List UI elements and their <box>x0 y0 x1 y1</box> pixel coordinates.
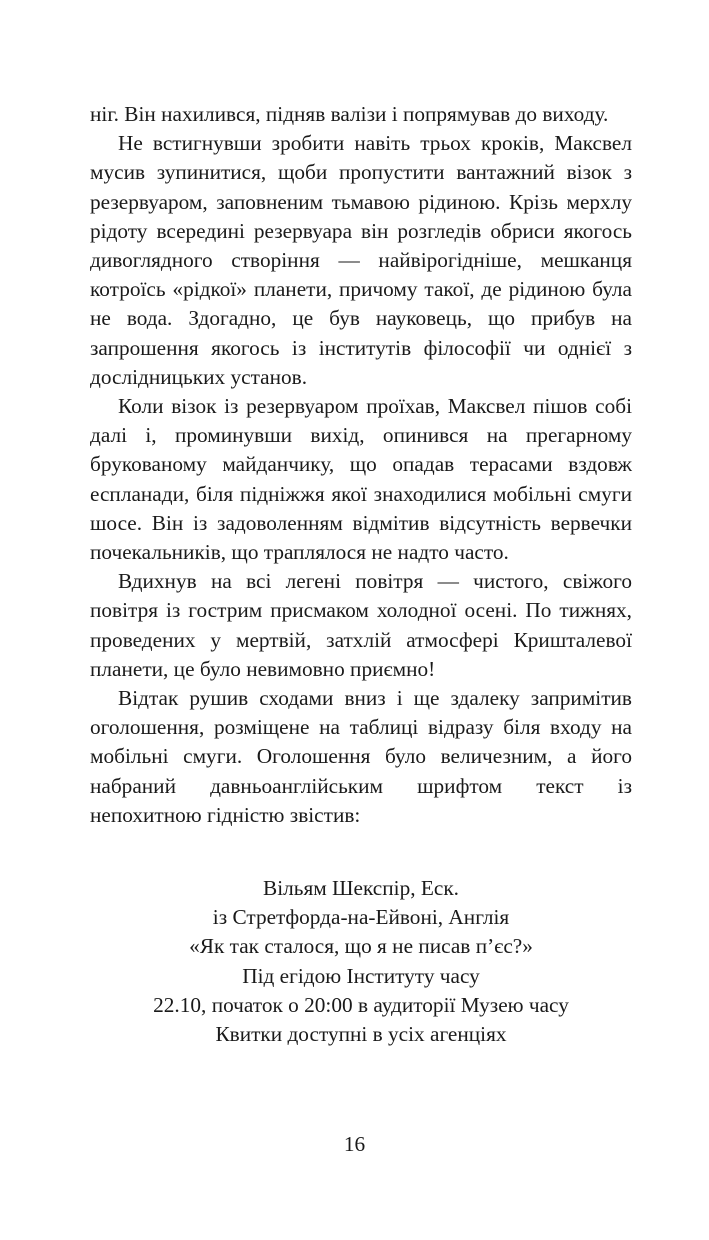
notice-speaker: Вільям Шекспір, Еск. <box>262 876 459 901</box>
paragraph-fresh-air: Вдихнув на всі легені повітря — чистого, свіжого повітря із гострим присмаком холодної осені. По тижнях, проведених у мертвій, затхлій атмосфері Кришталевої планети, це було невимовно приємно! <box>90 569 632 681</box>
paragraph-cargo-cart: Не встигнувши зробити навіть трьох кроків, Максвел мусив зупинитися, щоби пропустити вантажний візок з резервуаром, заповненим тьмавою рідиною. Крізь мерхлу рідоту всередині резервуара він розгледів обриси якогось дивоглядного створіння — найвірогідніше, мешканця котроїсь «рідкої» планети, причому такої, де рідиною була не вода. Здогадно, це був науковець, що прибув на запрошення якогось із інститутів філософії чи однієї з дослідницьких установ. <box>90 131 632 389</box>
notice-organizer: Під егідою Інституту часу <box>242 963 480 988</box>
notice-origin: із Стретфорда-на-Ейвоні, Англія <box>212 905 510 930</box>
paragraph-continuation: ніг. Він нахилився, підняв валізи і попрямував до виходу. <box>90 102 609 126</box>
notice-date-time-venue: 22.10, початок о 20:00 в аудиторії Музею часу <box>153 992 569 1017</box>
paragraph-esplanade: Коли візок із резервуаром проїхав, Максвел пішов собі далі і, проминувши вихід, опинився на прегарному брукованому майданчику, що опадав терасами вздовж еспланади, біля підніжжя якої знаходилися мобільні смуги шосе. Він із задоволенням відмітив відсутність вервечки почекальників, що траплялося не надто часто. <box>90 394 632 565</box>
notice-tickets: Квитки доступні в усіх агенціях <box>215 1022 507 1047</box>
book-page-body <box>90 100 632 1200</box>
page-number: 16 <box>343 1132 366 1156</box>
notice-lecture-title: «Як так сталося, що я не писав п’єс?» <box>189 934 533 959</box>
announcement-notice <box>90 874 632 1049</box>
paragraph-announcement-intro: Відтак рушив сходами вниз і ще здалеку запримітив оголошення, розміщене на таблиці відразу біля входу на мобільні смуги. Оголошення було величезним, а його набраний давньоанглійським шрифтом текст із непохитною гідністю звістив: <box>90 686 632 827</box>
